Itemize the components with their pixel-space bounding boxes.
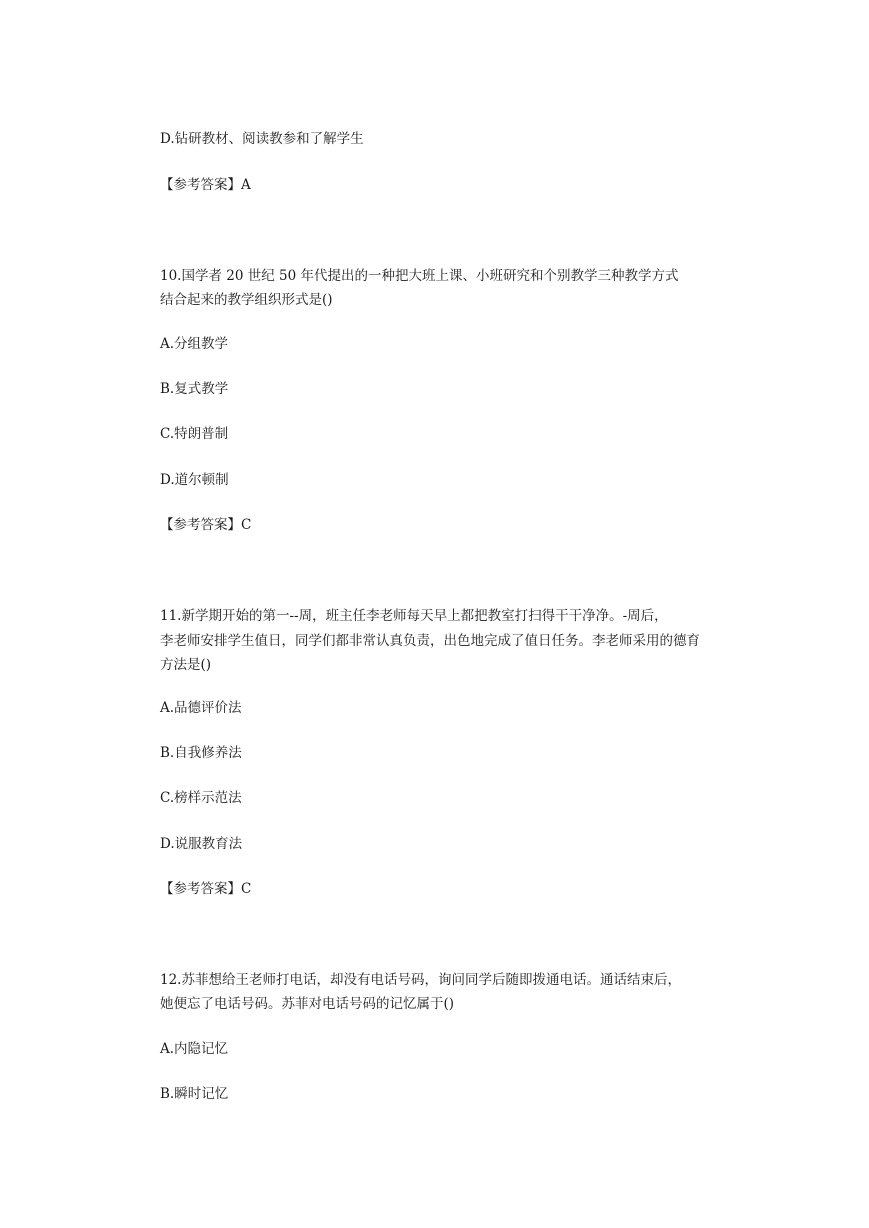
q11-stem-line1: 11.新学期开始的第一--周，班主任李老师每天早上都把教室打扫得干干净净。-周后， — [160, 608, 668, 624]
q11-stem-line3: 方法是() — [160, 657, 212, 673]
q11-option-b: B.自我修养法 — [160, 745, 242, 761]
q12-option-a: A.内隐记忆 — [160, 1041, 229, 1057]
q11-answer: 【参考答案】C — [160, 881, 252, 897]
q11-stem-line2: 李老师安排学生值日，同学们都非常认真负责，出色地完成了值日任务。李老师采用的德育 — [160, 633, 700, 649]
q11-option-d: D.说服教育法 — [160, 836, 243, 852]
q12-stem-line1: 12.苏菲想给王老师打电话，却没有电话号码，询问同学后随即拨通电话。通话结束后， — [160, 972, 681, 988]
q12-option-b: B.瞬时记忆 — [160, 1086, 229, 1102]
q10-stem-line2: 结合起来的教学组织形式是() — [160, 292, 333, 308]
q10-stem-line1: 10.国学者 20 世纪 50 年代提出的一种把大班上课、小班研究和个别教学三种教学方式 — [160, 268, 679, 284]
q11-option-a: A.品德评价法 — [160, 700, 242, 716]
q10-option-b: B.复式教学 — [160, 381, 229, 397]
q10-option-d: D.道尔顿制 — [160, 472, 229, 488]
q10-option-c: C.特朗普制 — [160, 426, 229, 442]
q12-stem-line2: 她便忘了电话号码。苏菲对电话号码的记忆属于() — [160, 996, 455, 1012]
prev-option-d: D.钻研教材、阅读教参和了解学生 — [160, 131, 364, 147]
q10-option-a: A.分组教学 — [160, 336, 229, 352]
q11-option-c: C.榜样示范法 — [160, 790, 242, 806]
prev-answer: 【参考答案】A — [160, 177, 251, 193]
q10-answer: 【参考答案】C — [160, 517, 252, 533]
